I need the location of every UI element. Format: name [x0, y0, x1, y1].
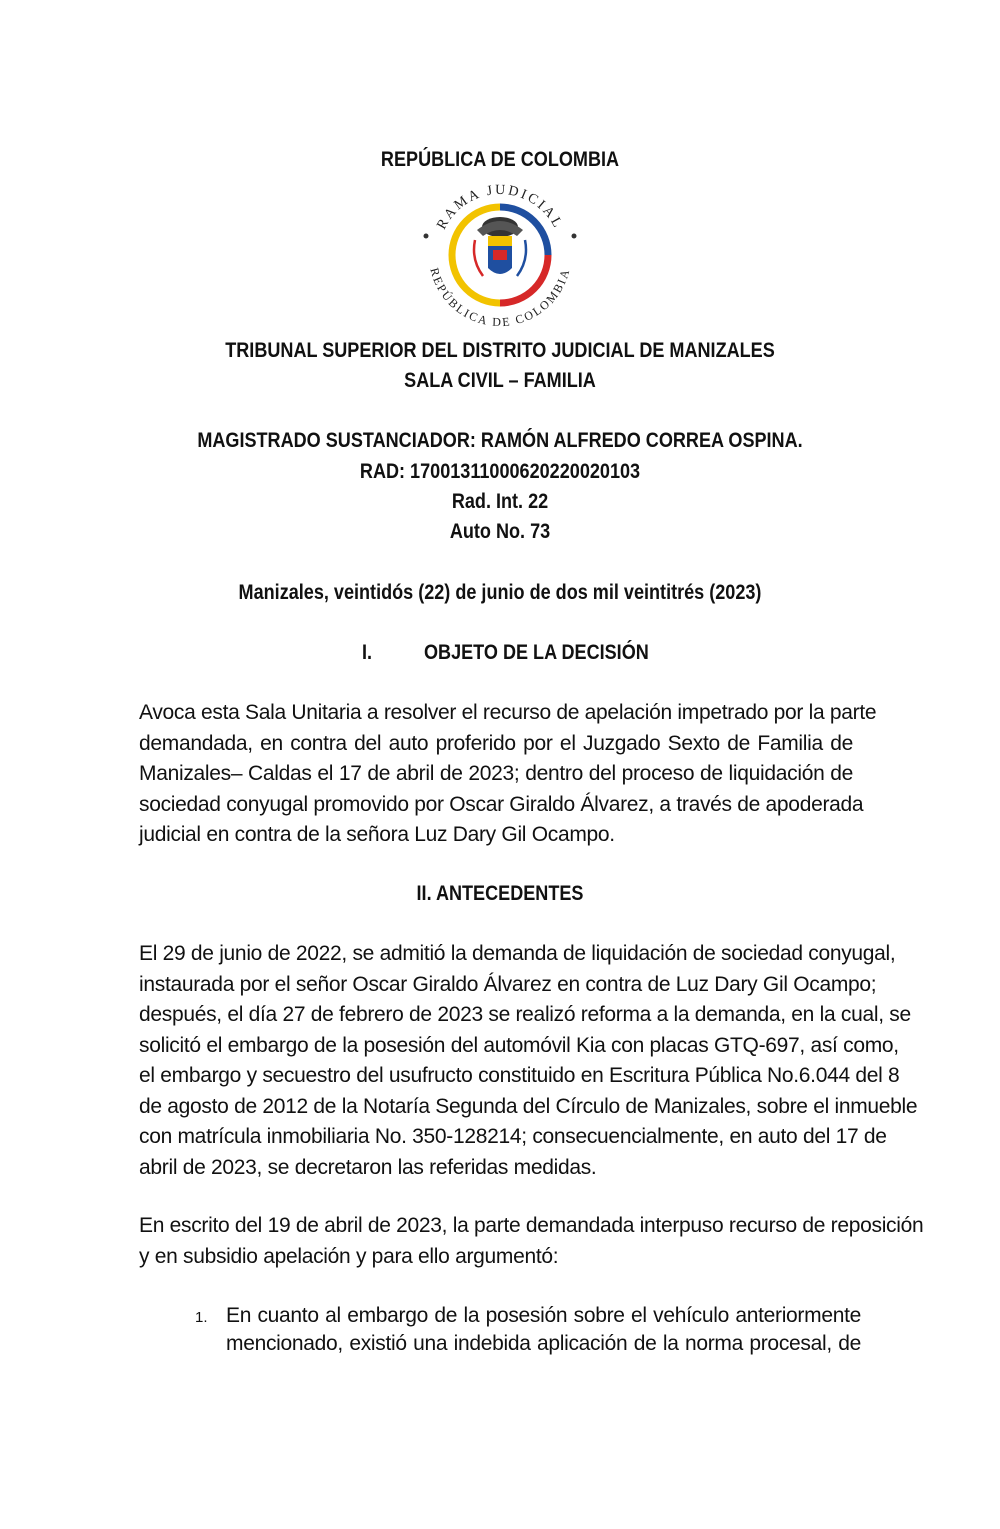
- section2-title: II. ANTECEDENTES: [416, 882, 584, 905]
- paragraph-line: después, el día 27 de febrero de 2023 se realizó reforma a la demanda, en la cual, se: [139, 1003, 911, 1026]
- seal-top-text: RAMA JUDICIAL: [434, 182, 566, 233]
- seal-bottom-text: REPÚBLICA DE COLOMBIA: [427, 266, 573, 330]
- auto-number: Auto No. 73: [449, 520, 551, 543]
- paragraph-line: demandada, en contra del auto proferido por el Juzgado Sexto de Familia de: [139, 731, 853, 755]
- paragraph-line: Avoca esta Sala Unitaria a resolver el recurso de apelación impetrado por la parte: [139, 701, 877, 724]
- paragraph-line: instaurada por el señor Oscar Giraldo Álvarez en contra de Luz Dary Gil Ocampo;: [139, 972, 877, 996]
- section1-paragraph: [139, 698, 877, 851]
- paragraph-line: judicial en contra de la señora Luz Dary Gil Ocampo.: [139, 823, 615, 846]
- chamber-heading: SALA CIVIL – FAMILIA: [404, 369, 596, 392]
- rad-number: RAD: 17001311000620220020103: [359, 460, 641, 483]
- paragraph-line: Manizales– Caldas el 17 de abril de 2023; dentro del proceso de liquidación de: [139, 762, 853, 785]
- paragraph-line: con matrícula inmobiliaria No. 350-128214; consecuencialmente, en auto del 17 de: [139, 1125, 887, 1148]
- section1-numeral: I.: [362, 641, 373, 664]
- paragraph-line: solicitó el embargo de la posesión del automóvil Kia con placas GTQ-697, así como,: [139, 1033, 899, 1057]
- rad-int: Rad. Int. 22: [451, 490, 549, 513]
- court-heading: TRIBUNAL SUPERIOR DEL DISTRITO JUDICIAL DE MANIZALES: [225, 339, 775, 362]
- document-date: Manizales, veintidós (22) de junio de dos mil veintitrés (2023): [238, 581, 762, 604]
- paragraph-line: El 29 de junio de 2022, se admitió la demanda de liquidación de sociedad conyugal,: [139, 942, 896, 965]
- paragraph-line: En escrito del 19 de abril de 2023, la parte demandada interpuso recurso de reposición: [139, 1214, 924, 1237]
- list-item-line: En cuanto al embargo de la posesión sobre el vehículo anteriormente: [226, 1304, 861, 1327]
- section2-paragraph-1: [139, 939, 918, 1183]
- list-item-number: 1.: [195, 1309, 208, 1326]
- svg-text:REPÚBLICA DE COLOMBIA: [427, 266, 572, 329]
- list-item-text: [226, 1302, 861, 1358]
- rama-judicial-seal-icon: [417, 180, 583, 330]
- magistrate-heading: MAGISTRADO SUSTANCIADOR: RAMÓN ALFREDO CORREA OSPINA.: [197, 429, 803, 452]
- list-item-line: mencionado, existió una indebida aplicación de la norma procesal, de: [226, 1332, 861, 1355]
- paragraph-line: y en subsidio apelación y para ello argumentó:: [139, 1244, 559, 1268]
- paragraph-line: el embargo y secuestro del usufructo constituido en Escritura Pública No.6.044 del 8: [139, 1064, 900, 1087]
- section2-paragraph-2: [139, 1211, 924, 1272]
- paragraph-line: de agosto de 2012 de la Notaría Segunda del Círculo de Manizales, sobre el inmueble: [139, 1094, 918, 1118]
- section1-title: OBJETO DE LA DECISIÓN: [424, 641, 649, 664]
- paragraph-line: abril de 2023, se decretaron las referidas medidas.: [139, 1155, 597, 1179]
- paragraph-line: sociedad conyugal promovido por Oscar Giraldo Álvarez, a través de apoderada: [139, 792, 864, 816]
- country-heading: REPÚBLICA DE COLOMBIA: [380, 148, 620, 171]
